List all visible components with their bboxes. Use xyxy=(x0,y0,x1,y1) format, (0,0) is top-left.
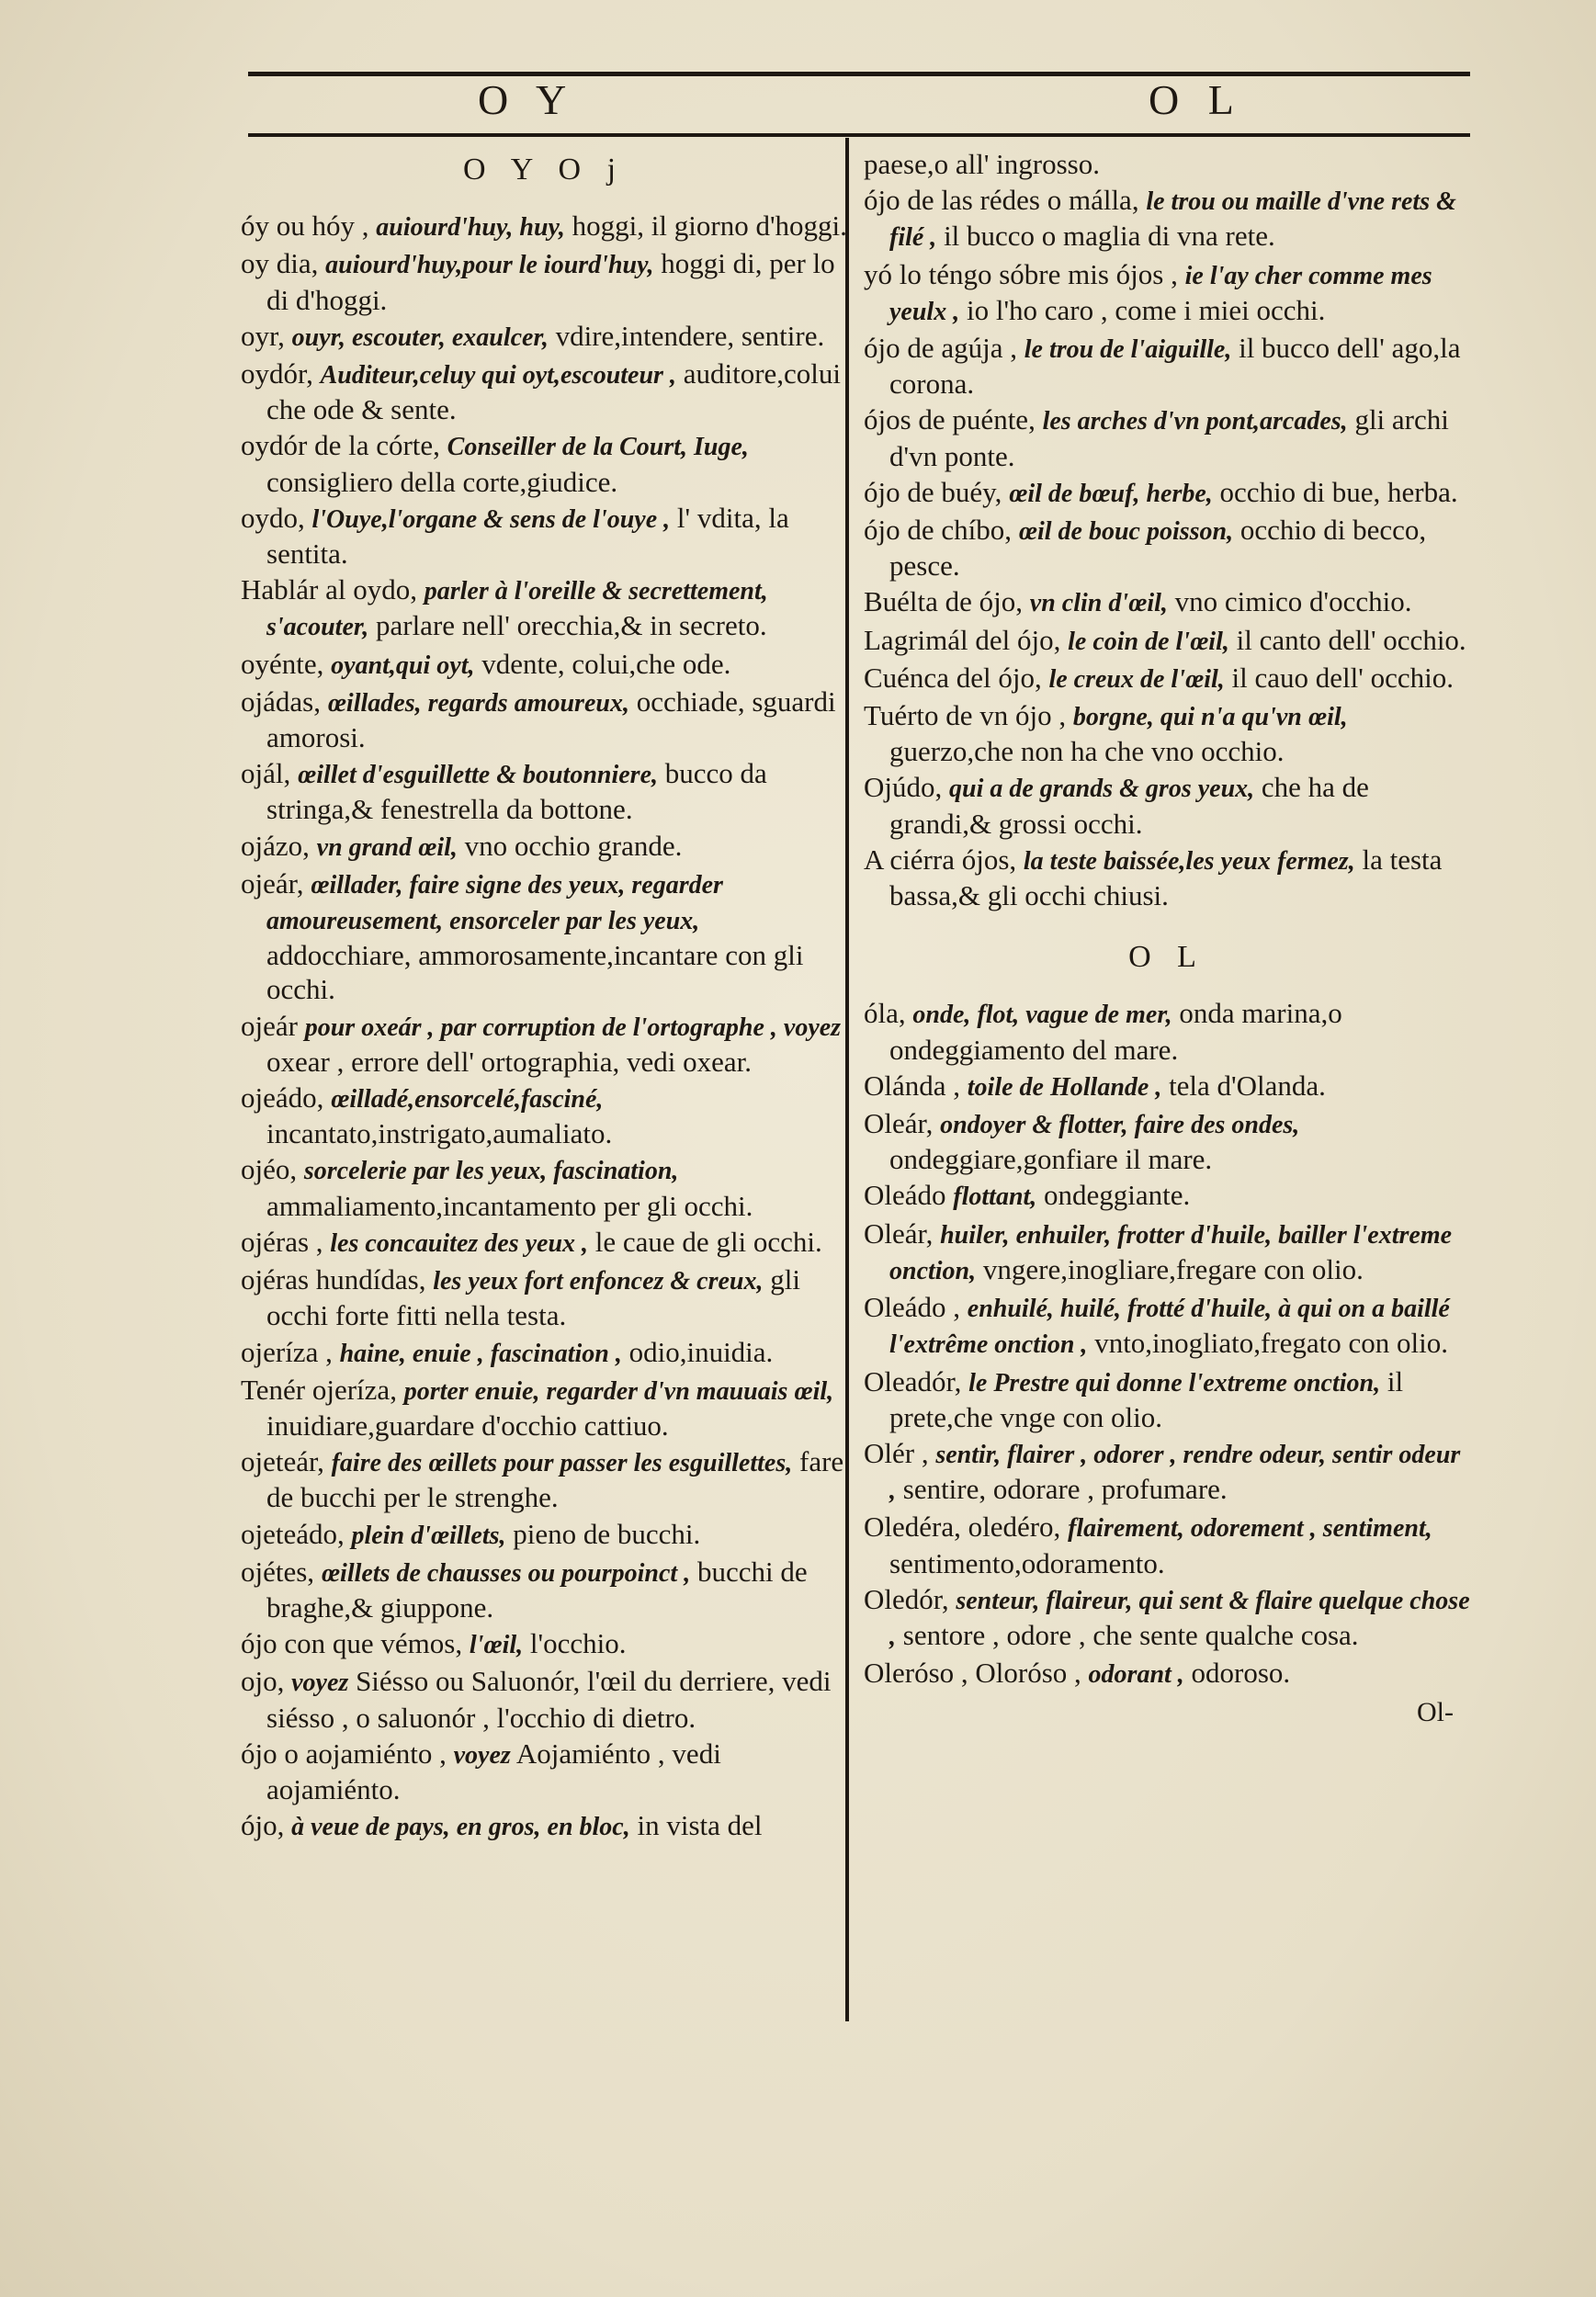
french-gloss: haine, enuie , fascination , xyxy=(339,1339,622,1368)
headword: oy dia, xyxy=(241,247,319,280)
french-gloss: la teste baissée,les yeux fermez, xyxy=(1023,846,1355,876)
french-gloss: parler à l'oreille & secrettement, s'acouter, xyxy=(266,577,768,642)
headword: ojéras , xyxy=(241,1225,323,1258)
french-gloss: plein d'œillets, xyxy=(351,1521,506,1550)
italian-gloss: il prete,che vnge con olio. xyxy=(889,1364,1404,1433)
dictionary-entry xyxy=(864,1106,1470,1176)
french-gloss: œillet d'esguillette & boutonniere, xyxy=(298,761,658,790)
headword: oydór de la córte, xyxy=(241,429,440,462)
headword: oydór, xyxy=(241,357,313,390)
french-gloss: borgne, qui n'a qu'vn œil, xyxy=(1072,703,1348,732)
headword: Buélta de ójo, xyxy=(864,585,1024,618)
french-gloss: qui a de grands & gros yeux, xyxy=(949,775,1255,804)
dictionary-entry xyxy=(241,356,847,426)
header-left: O Y xyxy=(478,76,576,123)
french-gloss: vn grand œil, xyxy=(316,832,458,862)
dictionary-entry xyxy=(241,756,847,826)
continuation-text: paese,o all' ingrosso. xyxy=(864,148,1100,180)
italian-gloss: il cauo dell' occhio. xyxy=(1231,661,1454,694)
italian-gloss: vnto,inogliato,fregato con olio. xyxy=(1094,1327,1449,1360)
dictionary-entry xyxy=(241,1152,847,1222)
dictionary-entry xyxy=(241,1335,847,1371)
headword: ójo de agúja , xyxy=(864,332,1018,365)
french-gloss: huiler, enhuiler, frotter d'huile, bailler l'extreme onction, xyxy=(889,1220,1453,1285)
dictionary-entry xyxy=(864,475,1470,511)
italian-gloss: odoroso. xyxy=(1191,1657,1291,1690)
dictionary-entry xyxy=(864,996,1470,1066)
french-gloss: odorant , xyxy=(1088,1660,1184,1690)
headword: Oleádo , xyxy=(864,1291,961,1324)
italian-gloss: bucco da stringa,& fenestrella da bottone. xyxy=(266,757,767,826)
french-gloss: œillades, regards amoureux, xyxy=(327,688,629,718)
french-gloss: senteur, flaireur, qui sent & flaire quelque chose , xyxy=(889,1586,1470,1651)
italian-gloss: che ha de grandi,& grossi occhi. xyxy=(889,771,1369,840)
italian-gloss: ondeggiare,gonfiare il mare. xyxy=(889,1143,1213,1176)
french-gloss: sorcelerie par les yeux, fascination, xyxy=(303,1157,679,1186)
spacer xyxy=(864,914,1470,934)
headword: oyénte, xyxy=(241,647,324,680)
dictionary-entry xyxy=(864,1216,1470,1288)
italian-gloss: bucchi de braghe,& giuppone. xyxy=(266,1555,808,1624)
italian-gloss: incantato,instrigato,aumaliato. xyxy=(266,1117,613,1150)
italian-gloss: gli occhi forte fitti nella testa. xyxy=(266,1263,800,1332)
italian-gloss: Aojamiénto , vedi aojamiénto. xyxy=(266,1737,721,1805)
dictionary-entry xyxy=(241,647,847,683)
headword: ojéo, xyxy=(241,1153,298,1186)
headword: ojázo, xyxy=(241,829,310,862)
dictionary-entry xyxy=(864,584,1470,620)
headword: ójo o aojamiénto , xyxy=(241,1737,447,1770)
dictionary-entry xyxy=(864,623,1470,659)
italian-gloss: tela d'Olanda. xyxy=(1169,1069,1326,1102)
dictionary-entry xyxy=(241,1262,847,1332)
french-gloss: faire des œillets pour passer les esguillettes, xyxy=(331,1449,793,1478)
italian-gloss: il bucco o maglia di vna rete. xyxy=(944,220,1275,253)
left-column xyxy=(241,147,847,1846)
french-gloss: auiourd'huy,pour le iourd'huy, xyxy=(325,251,654,280)
french-gloss: onde, flot, vague de mer, xyxy=(912,1001,1172,1030)
french-gloss: pour oxeár , par corruption de l'ortographe , voyez xyxy=(304,1013,842,1042)
french-gloss: le creux de l'œil, xyxy=(1048,664,1225,694)
dictionary-entry xyxy=(864,1436,1470,1508)
french-gloss: les yeux fort enfoncez & creux, xyxy=(433,1267,764,1296)
headword: ójo de buéy, xyxy=(864,475,1002,508)
headword: Oleár, xyxy=(864,1107,934,1140)
italian-gloss: oxear , errore dell' ortographia, vedi oxear. xyxy=(266,1045,753,1078)
french-gloss: toile de Hollande , xyxy=(967,1072,1162,1102)
header-rule xyxy=(248,133,1470,137)
french-gloss: œillets de chausses ou pourpoinct , xyxy=(321,1558,691,1588)
section-heading-ol: O L xyxy=(1128,940,1205,975)
french-gloss: flottant, xyxy=(953,1182,1037,1212)
french-gloss: auiourd'huy, huy, xyxy=(376,213,565,243)
headword: Ojúdo, xyxy=(864,771,943,804)
headword: ojéras hundídas, xyxy=(241,1263,426,1296)
top-rule xyxy=(248,72,1470,76)
headword: ojo, xyxy=(241,1665,285,1698)
dictionary-entry xyxy=(241,1373,847,1443)
headword: Tenér ojeríza, xyxy=(241,1373,397,1406)
italian-gloss: occhio di becco, pesce. xyxy=(889,514,1427,583)
right-column xyxy=(864,147,1470,1730)
headword: ójo, xyxy=(241,1809,285,1842)
italian-gloss: Siésso ou Saluonór, l'œil du derriere, vedi siésso , o saluonór , l'occhio di dietro. xyxy=(266,1665,832,1734)
dictionary-entry xyxy=(864,183,1470,255)
headword: ojeteádo, xyxy=(241,1517,345,1550)
french-gloss: œil de bouc poisson, xyxy=(1018,517,1234,547)
headword: ojál, xyxy=(241,757,291,790)
italian-gloss: occhiade, sguardi amorosi. xyxy=(266,685,836,754)
headword: Olánda , xyxy=(864,1069,961,1102)
dictionary-entry xyxy=(241,1081,847,1150)
dictionary-entry xyxy=(241,1009,847,1079)
french-gloss: le trou de l'aiguille, xyxy=(1024,335,1232,365)
headword: Oleár, xyxy=(864,1216,934,1250)
headword: Cuénca del ójo, xyxy=(864,661,1042,694)
italian-gloss: l' vdita, la sentita. xyxy=(266,501,789,571)
italian-gloss: il canto dell' occhio. xyxy=(1236,623,1466,656)
italian-gloss: vngere,inogliare,fregare con olio. xyxy=(982,1252,1364,1285)
dictionary-entry xyxy=(864,513,1470,583)
italian-gloss: in vista del xyxy=(637,1809,763,1842)
headword: ojádas, xyxy=(241,685,321,718)
headword: Oleadór, xyxy=(864,1364,962,1397)
headword: ojeádo, xyxy=(241,1081,324,1115)
headword: óla, xyxy=(864,997,906,1030)
dictionary-entry xyxy=(864,843,1470,912)
dictionary-entry xyxy=(241,1555,847,1624)
italian-gloss: gli archi d'vn ponte. xyxy=(889,403,1449,472)
dictionary-entry xyxy=(864,1510,1470,1579)
french-gloss: le trou ou maille d'vne rets & filé , xyxy=(889,187,1456,253)
french-gloss: le coin de l'œil, xyxy=(1068,627,1229,656)
dictionary-entry xyxy=(241,1225,847,1261)
headword: Tuérto de vn ójo , xyxy=(864,699,1067,732)
dictionary-entry xyxy=(241,1444,847,1514)
dictionary-entry xyxy=(864,257,1470,329)
italian-gloss: ammaliamento,incantamento per gli occhi. xyxy=(266,1189,753,1222)
italian-gloss: hoggi, il giorno d'hoggi. xyxy=(572,209,847,243)
headword: ójo de las rédes o málla, xyxy=(864,184,1139,217)
dictionary-entry xyxy=(864,698,1470,768)
italian-gloss: sentimento,odoramento. xyxy=(889,1546,1165,1579)
dictionary-entry xyxy=(241,685,847,754)
french-gloss: les concauitez des yeux , xyxy=(330,1228,589,1258)
headword: Lagrimál del ójo, xyxy=(864,623,1061,656)
dictionary-entry xyxy=(241,572,847,644)
french-gloss: œilladé,ensorcelé,fasciné, xyxy=(331,1085,604,1115)
dictionary-entry xyxy=(241,428,847,498)
italian-gloss: parlare nell' orecchia,& in secreto. xyxy=(375,609,767,642)
header-right: O L xyxy=(1149,76,1243,123)
headword: ójos de puénte, xyxy=(864,403,1036,436)
headword: Olér , xyxy=(864,1436,929,1469)
italian-gloss: onda marina,o ondeggiamento del mare. xyxy=(889,997,1342,1066)
italian-gloss: hoggi di, per lo di d'hoggi. xyxy=(266,247,835,316)
headword: Oledéra, oledéro, xyxy=(864,1511,1061,1544)
french-gloss: sentir, flairer , odorer , rendre odeur, sentir odeur , xyxy=(889,1440,1461,1506)
italian-gloss: vdire,intendere, sentire. xyxy=(555,319,825,352)
dictionary-entry xyxy=(864,661,1470,696)
italian-gloss: sentore , odore , che sente qualche cosa. xyxy=(902,1618,1359,1651)
right-entry-list-ol xyxy=(864,996,1470,1692)
french-gloss: le Prestre qui donne l'extreme onction, xyxy=(968,1368,1381,1397)
headword: ojeár xyxy=(241,1009,298,1042)
dictionary-entry xyxy=(241,866,847,1007)
french-gloss: l'Ouye,l'organe & sens de l'ouye , xyxy=(311,504,671,534)
italian-gloss: l'occhio. xyxy=(529,1627,627,1660)
headword: óy ou hóy , xyxy=(241,209,369,243)
italian-gloss: occhio di bue, herba. xyxy=(1219,475,1458,508)
italian-gloss: sentire, odorare , profumare. xyxy=(902,1473,1228,1506)
headword: Oleróso , Oloróso , xyxy=(864,1657,1081,1690)
headword: Hablár al oydo, xyxy=(241,573,417,606)
french-gloss: vn clin d'œil, xyxy=(1029,589,1168,618)
dictionary-entry xyxy=(241,1737,847,1806)
french-gloss: ondoyer & flotter, faire des ondes, xyxy=(940,1111,1300,1140)
dictionary-entry xyxy=(864,1290,1470,1362)
french-gloss: voyez xyxy=(453,1740,511,1770)
italian-gloss: il bucco dell' ago,la corona. xyxy=(889,332,1461,401)
dictionary-entry xyxy=(241,1808,847,1844)
right-entry-list-oy xyxy=(864,183,1470,912)
dictionary-entry xyxy=(241,829,847,865)
italian-gloss: vno cimico d'occhio. xyxy=(1174,585,1412,618)
italian-gloss: la testa bassa,& gli occhi chiusi. xyxy=(889,843,1443,912)
italian-gloss: vno occhio grande. xyxy=(464,829,683,862)
french-gloss: voyez xyxy=(291,1669,349,1698)
italian-gloss: vdente, colui,che ode. xyxy=(481,647,731,680)
french-gloss: œillader, faire signe des yeux, regarder amoureusement, ensorceler par les yeux, xyxy=(266,870,723,936)
dictionary-entry xyxy=(864,402,1470,472)
dictionary-entry xyxy=(864,1582,1470,1654)
italian-gloss: io l'ho caro , come i miei occhi. xyxy=(966,293,1326,326)
italian-gloss: guerzo,che non ha che vno occhio. xyxy=(889,735,1285,768)
catchword: Ol- xyxy=(1417,1697,1454,1728)
italian-gloss: pieno de bucchi. xyxy=(513,1517,701,1550)
headword: oydo, xyxy=(241,501,305,534)
italian-gloss: ondeggiante. xyxy=(1044,1179,1191,1212)
dictionary-entry xyxy=(864,1364,1470,1434)
headword: ójo con que vémos, xyxy=(241,1627,463,1660)
italian-gloss: addocchiare, ammorosamente,incantare con gli occhi. xyxy=(266,939,804,1006)
dictionary-entry xyxy=(864,1069,1470,1104)
italian-gloss: fare de bucchi per le strenghe. xyxy=(266,1445,844,1514)
italian-gloss: inuidiare,guardare d'occhio cattiuo. xyxy=(266,1409,669,1442)
headword: A ciérra ójos, xyxy=(864,843,1017,876)
headword: ojeteár, xyxy=(241,1445,324,1478)
headword: ójo de chíbo, xyxy=(864,514,1012,547)
dictionary-entry xyxy=(241,319,847,355)
headword: yó lo téngo sóbre mis ójos , xyxy=(864,257,1178,290)
french-gloss: ouyr, escouter, exaulcer, xyxy=(291,322,549,352)
dictionary-entry xyxy=(864,1656,1470,1692)
dictionary-entry xyxy=(864,1178,1470,1214)
headword: ojeríza , xyxy=(241,1335,333,1368)
italian-gloss: consigliero della corte,giudice. xyxy=(266,465,618,498)
dictionary-entry xyxy=(864,331,1470,401)
italian-gloss: le caue de gli occhi. xyxy=(594,1225,822,1258)
french-gloss: œil de bœuf, herbe, xyxy=(1009,479,1213,508)
french-gloss: enhuilé, huilé, frotté d'huile, à qui on a baillé l'extrême onction , xyxy=(889,1295,1450,1360)
italian-gloss: odio,inuidia. xyxy=(628,1335,774,1368)
headword: ojétes, xyxy=(241,1555,315,1588)
french-gloss: à veue de pays, en gros, en bloc, xyxy=(291,1813,630,1842)
headword: ojeár, xyxy=(241,866,304,900)
left-entry-list xyxy=(241,209,847,1844)
dictionary-entry xyxy=(241,501,847,571)
french-gloss: l'œil, xyxy=(469,1631,524,1660)
headword: Oleádo xyxy=(864,1179,946,1212)
section-heading-oy: O Y O j xyxy=(462,153,626,187)
italian-gloss: auditore,colui che ode & sente. xyxy=(266,357,842,426)
headword: oyr, xyxy=(241,319,285,352)
dictionary-entry xyxy=(241,1517,847,1553)
french-gloss: les arches d'vn pont,arcades, xyxy=(1042,407,1348,436)
french-gloss: porter enuie, regarder d'vn mauuais œil, xyxy=(403,1376,834,1406)
dictionary-entry xyxy=(241,1664,847,1734)
french-gloss: flairement, odorement , sentiment, xyxy=(1068,1514,1432,1544)
french-gloss: ie l'ay cher comme mes yeulx , xyxy=(889,261,1432,326)
dictionary-entry xyxy=(241,209,847,244)
headword: Oledór, xyxy=(864,1582,949,1615)
french-gloss: oyant,qui oyt, xyxy=(331,651,475,680)
dictionary-entry xyxy=(864,770,1470,840)
dictionary-entry xyxy=(241,246,847,316)
dictionary-entry xyxy=(241,1626,847,1662)
french-gloss: Auditeur,celuy qui oyt,escouteur , xyxy=(320,361,676,390)
french-gloss: Conseiller de la Court, Iuge, xyxy=(447,433,749,462)
